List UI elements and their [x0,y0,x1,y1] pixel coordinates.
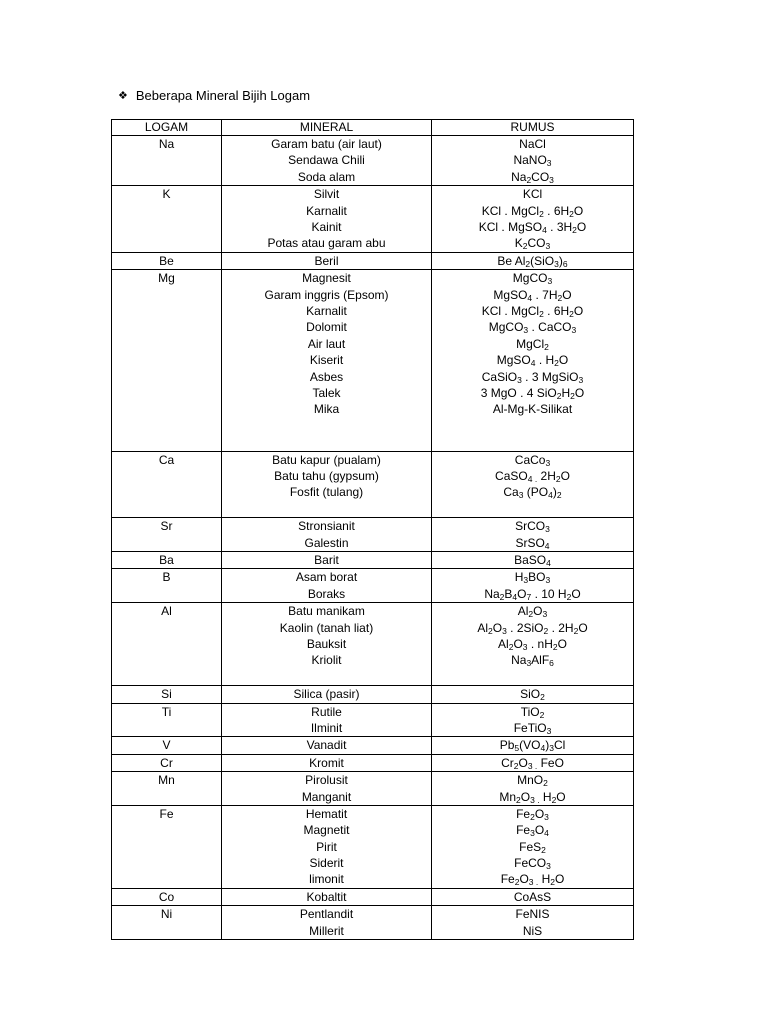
metal-symbol: Ni [160,907,173,922]
mineral-name: Ilminit [310,720,343,735]
metal-cell [112,686,222,703]
diamond-bullet-icon: ❖ [118,90,128,102]
mineral-name: Fosfit (tulang) [289,485,364,500]
table-row [112,252,634,269]
metal-cell [112,186,222,253]
formula-cell [432,703,634,737]
formula: $Pb_5(VO_4)_3Cl$ [499,738,566,754]
formula-cell [432,686,634,703]
mineral-name: Mika [313,402,340,417]
table-row [112,906,634,940]
header-mineral: MINERAL [222,120,432,136]
formula-cell [432,252,634,269]
formula-cell [432,754,634,771]
formula: $Mn_2O_{3 .}$ $H_2O$ [499,789,566,805]
table-row [112,186,634,253]
mineral-name: Batu manikam [288,604,365,619]
formula: FeTiO$_3$ [513,720,552,736]
mineral-cell [222,569,432,603]
formula: KCl . MgSO$_4$ . $3H_2O$ [478,219,587,235]
formula-cell [432,569,634,603]
mineral-cell [222,451,432,518]
mineral-name: Pentlandit [299,907,354,922]
mineral-name: Potas atau garam abu [267,236,386,251]
formula: $Na_2CO_3$ [511,169,554,185]
mineral-name: Beril [314,253,339,268]
table-row [112,603,634,686]
formula: FeS$_2$ [519,839,546,855]
formula-cell [432,518,634,552]
formula: MgCl$_2$ [516,336,549,352]
metal-cell [112,136,222,186]
formula-cell [432,737,634,754]
mineral-cell [222,737,432,754]
mineral-name: Soda alam [297,169,356,184]
mineral-cell [222,754,432,771]
formula-cell [432,888,634,905]
mineral-cell [222,603,432,686]
metal-cell [112,603,222,686]
metal-cell [112,906,222,940]
mineral-cell [222,252,432,269]
table-row [112,451,634,518]
mineral-name: Air laut [307,336,346,351]
formula-cell [432,270,634,451]
formula: $Fe_2O_{3 .}$ $H_2O$ [500,872,565,888]
formula-cell [432,772,634,806]
formula: CaCo$_3$ [514,452,551,468]
mineral-cell [222,518,432,552]
formula: $Na_2B_4O_7$ . 10 $H_2O$ [484,586,581,602]
formula-cell [432,186,634,253]
mineral-name: Garam inggris (Epsom) [264,287,389,302]
mineral-name: Batu kapur (pualam) [272,452,381,467]
mineral-name: Karnalit [306,303,347,318]
mineral-name: Kainit [311,219,342,234]
mineral-name: Kaolin (tanah liat) [279,620,374,635]
formula: NiS [522,923,543,938]
mineral-name: Kiserit [309,353,344,368]
mineral-cell [222,805,432,888]
formula: $Na_3AlF_6$ [511,653,554,669]
metal-cell [112,888,222,905]
mineral-name: Stronsianit [298,519,355,534]
metal-symbol: B [162,570,171,585]
header-logam: LOGAM [112,120,222,136]
formula-cell [432,551,634,568]
formula: $Al_2O_3$ [517,604,548,620]
formula: BaSO$_4$ [514,552,551,568]
metal-cell [112,252,222,269]
table-row [112,888,634,905]
mineral-cell [222,551,432,568]
formula: MgSO$_4$ . $H_2O$ [496,353,569,369]
table-row [112,136,634,186]
formula-cell [432,603,634,686]
formula: TiO$_2$ [520,704,545,720]
table-header-row [112,120,634,136]
formula: KCl . MgCl$_2$ . $6H_2O$ [481,303,584,319]
formula: 3 MgO . 4 $SiO_2H_2O$ [480,385,585,401]
mineral-name: limonit [309,872,344,887]
formula: CaSO$_{4 .}$ $2H_2O$ [495,468,570,484]
table-body [112,136,634,940]
table-row [112,551,634,568]
metal-cell [112,737,222,754]
formula: Al-Mg-K-Silikat [492,402,573,417]
formula: MgCO$_3$ [512,271,553,287]
metal-cell [112,270,222,451]
mineral-name: Silica (pasir) [293,687,360,702]
formula: FeCO$_3$ [514,856,551,872]
mineral-cell [222,136,432,186]
metal-symbol: Co [158,889,175,904]
formula: MgCO$_3$ . CaCO$_3$ [488,320,577,336]
section-title: Beberapa Mineral Bijih Logam [135,88,311,103]
formula: KCl [522,187,543,202]
metal-symbol: K [162,187,171,202]
mineral-name: Kriolit [311,653,342,668]
formula: SiO$_2$ [520,687,545,703]
metal-cell [112,569,222,603]
table-row [112,772,634,806]
formula: CoAsS [513,889,552,904]
formula: $K_2CO_3$ [514,236,551,252]
formula-cell [432,136,634,186]
formula: Be $Al_2(SiO_3)_6$ [497,253,568,269]
mineral-name: Silvit [313,187,340,202]
table-row [112,518,634,552]
mineral-name: Talek [312,385,341,400]
metal-symbol: Al [161,604,172,619]
formula: NaNO$_3$ [513,153,552,169]
table-row [112,569,634,603]
metal-symbol: Ba [159,552,174,567]
mineral-name: Asbes [309,369,344,384]
metal-symbol: Cr [160,755,173,770]
mineral-name: Kromit [309,755,344,770]
formula: NaCl [519,137,546,151]
mineral-cell [222,906,432,940]
mineral-name: Sendawa Chili [288,153,365,168]
metal-symbol: Be [159,253,174,268]
mineral-table [111,119,634,940]
formula: SrSO$_4$ [515,535,550,551]
mineral-cell [222,186,432,253]
mineral-name: Hematit [305,806,348,821]
metal-symbol: Ti [161,704,172,719]
metal-cell [112,805,222,888]
mineral-name: Barit [314,552,339,567]
mineral-name: Vanadit [306,738,347,753]
mineral-name: Garam batu (air laut) [271,137,382,151]
formula: MnO$_2$ [517,773,548,789]
formula: MgSO$_4$ . $7H_2O$ [493,287,572,303]
mineral-name: Boraks [307,586,346,601]
mineral-name: Dolomit [306,320,347,335]
formula: $H_3BO_3$ [514,570,551,586]
metal-cell [112,518,222,552]
mineral-cell [222,270,432,451]
mineral-name: Magnetit [303,823,350,838]
metal-cell [112,754,222,771]
metal-symbol: Mg [158,271,175,286]
mineral-name: Siderit [309,856,344,871]
metal-symbol: Mn [158,773,175,788]
table-row [112,754,634,771]
mineral-name: Manganit [301,789,352,804]
metal-symbol: V [162,738,171,753]
section-heading [118,88,310,104]
mineral-name: Kobaltit [306,889,347,904]
formula-cell [432,906,634,940]
metal-cell [112,772,222,806]
mineral-name: Galestin [304,535,349,550]
table-row [112,270,634,451]
formula: $Fe_2O_3$ [516,806,549,822]
formula: $Cr_2O_{3 .}$ FeO [501,755,564,771]
metal-symbol: Fe [159,806,174,821]
metal-cell [112,451,222,518]
metal-cell [112,703,222,737]
mineral-name: Asam borat [295,570,358,585]
mineral-name: Karnalit [306,203,347,218]
header-rumus: RUMUS [432,120,634,136]
mineral-name: Batu tahu (gypsum) [274,468,379,483]
formula-cell [432,451,634,518]
metal-symbol: Si [161,687,172,702]
table-row [112,805,634,888]
formula: $Al_2O_3$ . $nH_2O$ [498,636,567,652]
metal-symbol: Sr [160,519,173,534]
table-row [112,703,634,737]
metal-cell [112,551,222,568]
mineral-cell [222,772,432,806]
mineral-cell [222,888,432,905]
formula: SrCO$_3$ [515,519,550,535]
formula: CaSiO$_3$ . 3 MgSiO$_3$ [481,369,584,385]
formula: $Fe_3O_4$ [516,823,549,839]
metal-symbol: Ca [158,452,175,467]
formula: $Al_2O_3$ . 2SiO$_2$ . $2H_2O$ [477,620,588,636]
table-row [112,737,634,754]
mineral-name: Pirolusit [305,773,348,788]
mineral-name: Bauksit [306,636,347,651]
formula: KCl . MgCl$_2$ . $6H_2O$ [481,203,584,219]
mineral-name: Millerit [309,923,344,938]
mineral-name: Pirit [316,839,337,854]
formula: FeNIS [515,907,550,922]
mineral-name: Rutile [311,704,342,719]
mineral-name: Magnesit [302,271,351,286]
metal-symbol: Na [158,137,175,151]
formula-cell [432,805,634,888]
formula: $Ca_3$ $(PO_4)_2$ [503,485,562,501]
table-row [112,686,634,703]
mineral-cell [222,686,432,703]
mineral-cell [222,703,432,737]
